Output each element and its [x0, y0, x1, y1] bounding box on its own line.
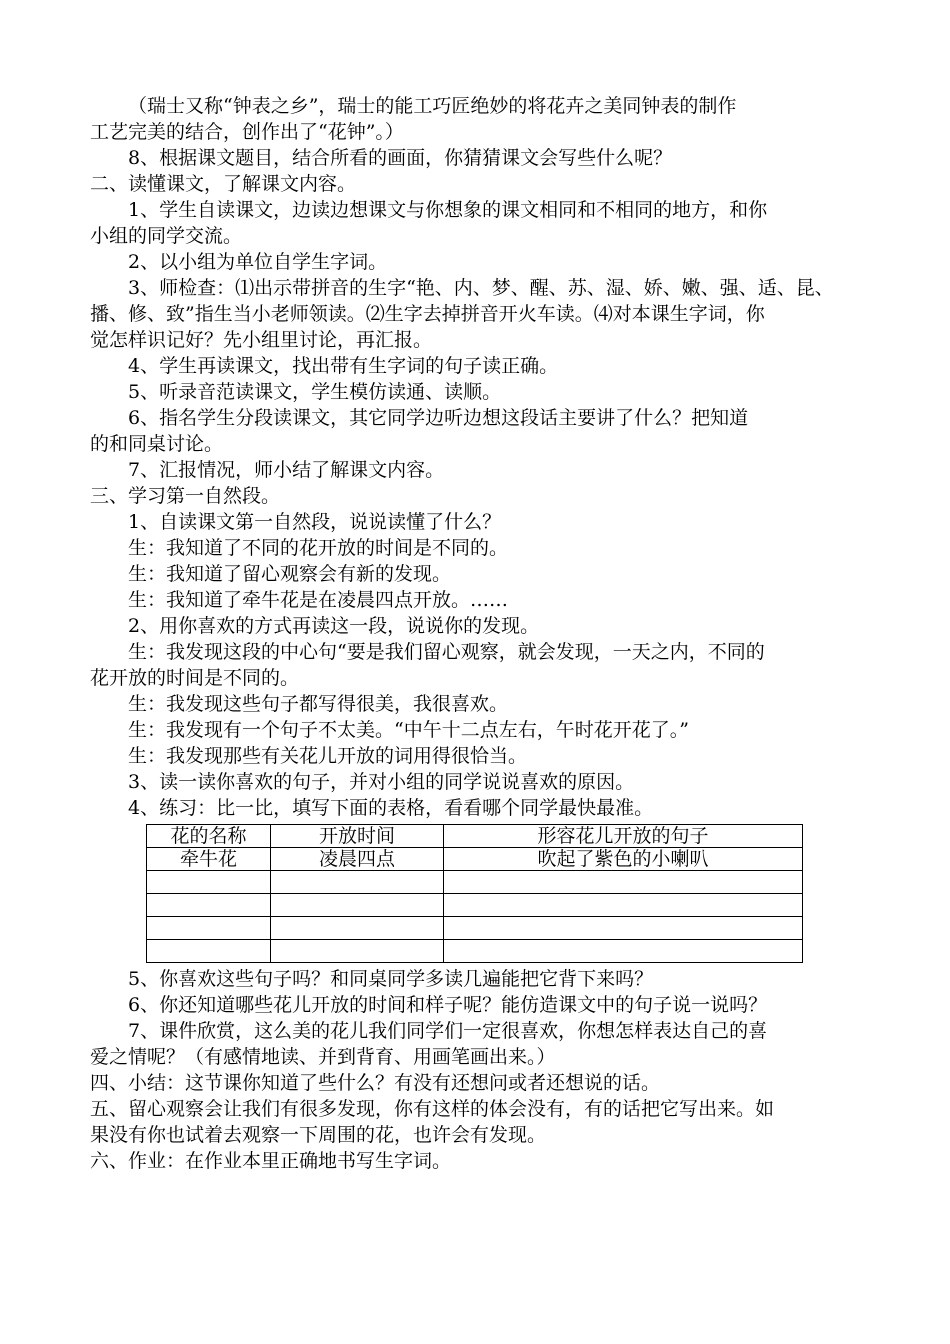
paragraph-line: 生：我知道了牵牛花是在凌晨四点开放。……: [128, 589, 509, 611]
table-header-cell: 形容花儿开放的句子: [444, 825, 803, 848]
table-cell: 吹起了紫色的小喇叭: [444, 848, 803, 871]
table-header-cell: 花的名称: [147, 825, 271, 848]
table-cell-empty[interactable]: [444, 871, 803, 894]
table-cell-empty[interactable]: [444, 917, 803, 940]
flower-table: [146, 824, 803, 963]
table-cell-empty[interactable]: [271, 940, 444, 963]
section-heading: 六、作业：在作业本里正确地书写生字词。: [90, 1150, 452, 1172]
table-row-empty: [147, 917, 803, 940]
paragraph-line: 5、你喜欢这些句子吗？和同桌同学多读几遍能把它背下来吗？: [128, 968, 654, 990]
paragraph-line: 工艺完美的结合，创作出了“花钟”。）: [90, 121, 404, 143]
section-heading: 三、学习第一自然段。: [90, 485, 281, 507]
paragraph-line: 8、根据课文题目，结合所看的画面，你猜猜课文会写些什么呢？: [128, 147, 673, 169]
table-cell-empty[interactable]: [444, 894, 803, 917]
table-cell: 凌晨四点: [271, 848, 444, 871]
paragraph-line: 生：我知道了留心观察会有新的发现。: [128, 563, 452, 585]
table-header-row: [147, 825, 803, 848]
paragraph-line: 生：我发现那些有关花儿开放的词用得很恰当。: [128, 745, 528, 767]
paragraph-line: 觉怎样识记好？先小组里讨论，再汇报。: [90, 329, 433, 351]
paragraph-line: 7、课件欣赏，这么美的花儿我们同学们一定很喜欢，你想怎样表达自己的喜: [128, 1020, 768, 1042]
section-heading: 四、小结：这节课你知道了些什么？有没有还想问或者还想说的话。: [90, 1072, 661, 1094]
paragraph-line: 播、修、致”指生当小老师领读。⑵生字去掉拼音开火车读。⑷对本课生字词，你: [90, 303, 765, 325]
table-row-empty: [147, 940, 803, 963]
paragraph-line: 5、听录音范读课文，学生模仿读通、读顺。: [128, 381, 502, 403]
paragraph-line: 7、汇报情况，师小结了解课文内容。: [128, 459, 445, 481]
paragraph-line: 2、用你喜欢的方式再读这一段，说说你的发现。: [128, 615, 540, 637]
table-cell-empty[interactable]: [271, 871, 444, 894]
paragraph-line: 6、指名学生分段读课文，其它同学边听边想这段话主要讲了什么？把知道: [128, 407, 749, 429]
paragraph-line: 花开放的时间是不同的。: [90, 667, 300, 689]
paragraph-line: 1、自读课文第一自然段，说说读懂了什么？: [128, 511, 502, 533]
paragraph-line: 3、读一读你喜欢的句子，并对小组的同学说说喜欢的原因。: [128, 771, 635, 793]
table-row-empty: [147, 871, 803, 894]
paragraph-line: 生：我知道了不同的花开放的时间是不同的。: [128, 537, 509, 559]
table-cell-empty[interactable]: [271, 894, 444, 917]
section-heading: 二、读懂课文，了解课文内容。: [90, 173, 357, 195]
table-cell: 牵牛花: [147, 848, 271, 871]
table-cell-empty[interactable]: [147, 940, 271, 963]
paragraph-line: 果没有你也试着去观察一下周围的花，也许会有发现。: [90, 1124, 547, 1146]
table-cell-empty[interactable]: [444, 940, 803, 963]
paragraph-line: （瑞士又称“钟表之乡”，瑞士的能工巧匠绝妙的将花卉之美同钟表的制作: [128, 95, 737, 117]
section-heading: 五、留心观察会让我们有很多发现，你有这样的体会没有，有的话把它写出来。如: [90, 1098, 775, 1120]
paragraph-line: 3、师检查：⑴出示带拼音的生字“艳、内、梦、醒、苏、湿、娇、嫩、强、适、昆、: [128, 277, 834, 299]
table-cell-empty[interactable]: [147, 894, 271, 917]
table-cell-empty[interactable]: [147, 917, 271, 940]
paragraph-line: 生：我发现这段的中心句“要是我们留心观察，就会发现，一天之内，不同的: [128, 641, 765, 663]
paragraph-line: 4、学生再读课文，找出带有生字词的句子读正确。: [128, 355, 559, 377]
paragraph-line: 的和同桌讨论。: [90, 433, 224, 455]
table-cell-empty[interactable]: [271, 917, 444, 940]
table-header-cell: 开放时间: [271, 825, 444, 848]
paragraph-line: 生：我发现这些句子都写得很美，我很喜欢。: [128, 693, 509, 715]
paragraph-line: 4、练习：比一比，填写下面的表格，看看哪个同学最快最准。: [128, 797, 654, 819]
paragraph-line: 小组的同学交流。: [90, 225, 243, 247]
paragraph-line: 爱之情呢？（有感情地读、并到背育、用画笔画出来。）: [90, 1046, 556, 1068]
document-page: [90, 93, 870, 1174]
table-row-empty: [147, 894, 803, 917]
flower-table-wrap: [146, 824, 870, 963]
paragraph-line: 1、学生自读课文，边读边想课文与你想象的课文相同和不相同的地方，和你: [128, 199, 768, 221]
table-row: [147, 848, 803, 871]
paragraph-line: 生：我发现有一个句子不太美。“中午十二点左右，午时花开花了。”: [128, 719, 689, 741]
paragraph-line: 6、你还知道哪些花儿开放的时间和样子呢？能仿造课文中的句子说一说吗？: [128, 994, 768, 1016]
paragraph-line: 2、以小组为单位自学生字词。: [128, 251, 388, 273]
table-cell-empty[interactable]: [147, 871, 271, 894]
